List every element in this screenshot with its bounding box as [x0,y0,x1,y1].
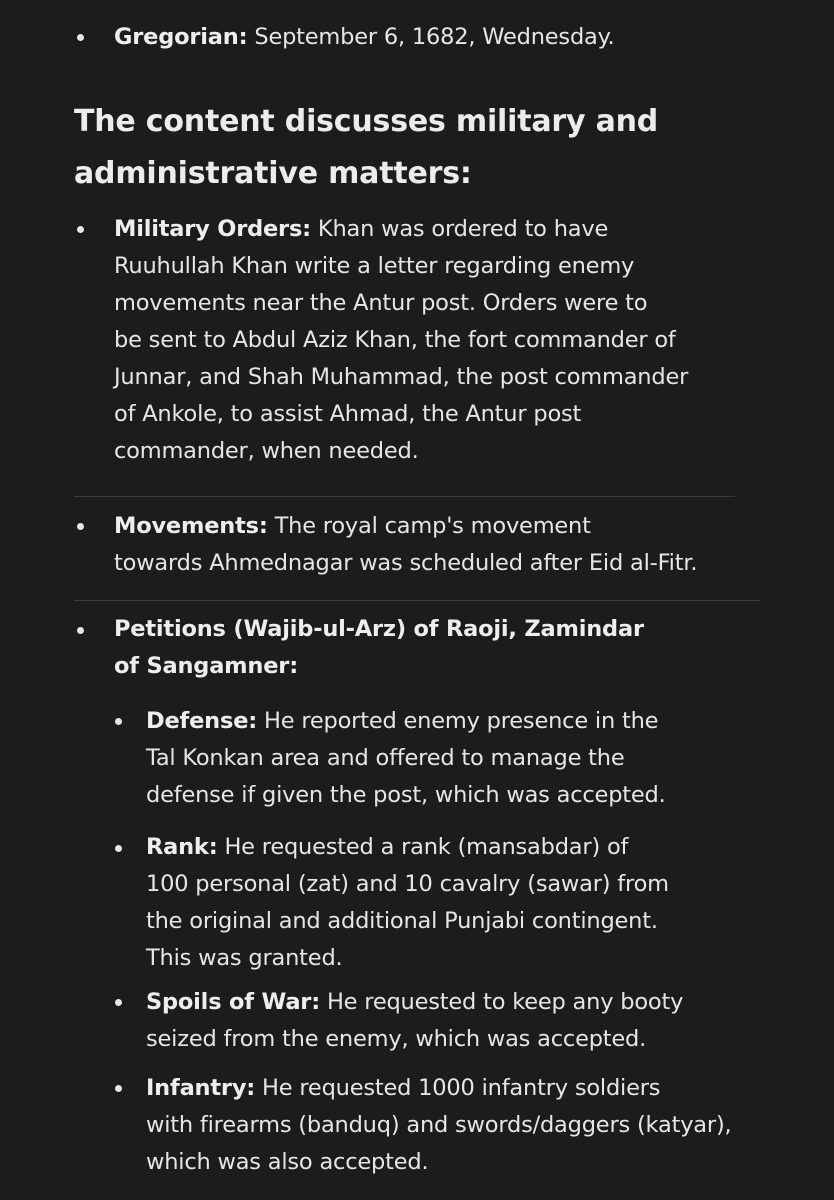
movements-line: towards Ahmednagar was scheduled after Eid al-Fitr. [114,550,698,576]
spoils-of-war-line: seized from the enemy, which was accepted. [146,1026,647,1052]
military-orders-item [114,211,688,470]
heading-line-2: administrative matters: [74,156,472,191]
infantry-line: He requested 1000 infantry soldiers [255,1075,661,1101]
gregorian-date-item [114,19,614,56]
spoils-of-war-line: He requested to keep any booty [320,989,684,1015]
spoils-of-war-item [146,984,683,1058]
bullet-icon [77,34,84,41]
military-orders-line: commander, when needed. [114,438,419,464]
gregorian-label: Gregorian: [114,24,248,50]
infantry-line: which was also accepted. [146,1149,429,1175]
bullet-icon [77,627,84,634]
petitions-label-line-2: of Sangamner: [114,653,298,679]
spoils-of-war-label: Spoils of War: [146,989,320,1015]
military-orders-line: Ruuhullah Khan write a letter regarding enemy [114,253,635,279]
movements-item [114,508,697,582]
divider [74,496,735,497]
infantry-label: Infantry: [146,1075,256,1101]
bullet-icon [115,845,122,852]
infantry-item [146,1070,731,1181]
movements-line: The royal camp's movement [267,513,591,539]
military-orders-line: of Ankole, to assist Ahmad, the Antur post [114,401,582,427]
rank-line: This was granted. [146,945,343,971]
military-orders-line: Junnar, and Shah Muhammad, the post commander [114,364,689,390]
defense-line: Tal Konkan area and offered to manage the [146,745,625,771]
military-orders-line: be sent to Abdul Aziz Khan, the fort commander of [114,327,676,353]
rank-item [146,829,669,977]
defense-line: He reported enemy presence in the [257,708,659,734]
infantry-line: with firearms (banduq) and swords/daggers (katyar), [146,1112,732,1138]
rank-line: 100 personal (zat) and 10 cavalry (sawar) from [146,871,669,897]
petitions-item [114,611,644,685]
rank-line: He requested a rank (mansabdar) of [217,834,629,860]
bullet-icon [115,718,122,725]
bullet-icon [77,226,84,233]
defense-line: defense if given the post, which was accepted. [146,782,666,808]
petitions-label-line-1: Petitions (Wajib-ul-Arz) of Raoji, Zamindar [114,616,644,642]
military-orders-line: Khan was ordered to have [310,216,609,242]
bullet-icon [115,1085,122,1092]
movements-label: Movements: [114,513,268,539]
bullet-icon [115,999,122,1006]
military-orders-line: movements near the Antur post. Orders were to [114,290,648,316]
rank-line: the original and additional Punjabi contingent. [146,908,658,934]
heading-line-1: The content discusses military and [74,104,659,139]
bullet-icon [77,523,84,530]
rank-label: Rank: [146,834,218,860]
section-heading [74,96,658,200]
defense-label: Defense: [146,708,258,734]
gregorian-text: September 6, 1682, Wednesday. [247,24,615,50]
defense-item [146,703,666,814]
divider [74,600,760,601]
military-orders-label: Military Orders: [114,216,311,242]
